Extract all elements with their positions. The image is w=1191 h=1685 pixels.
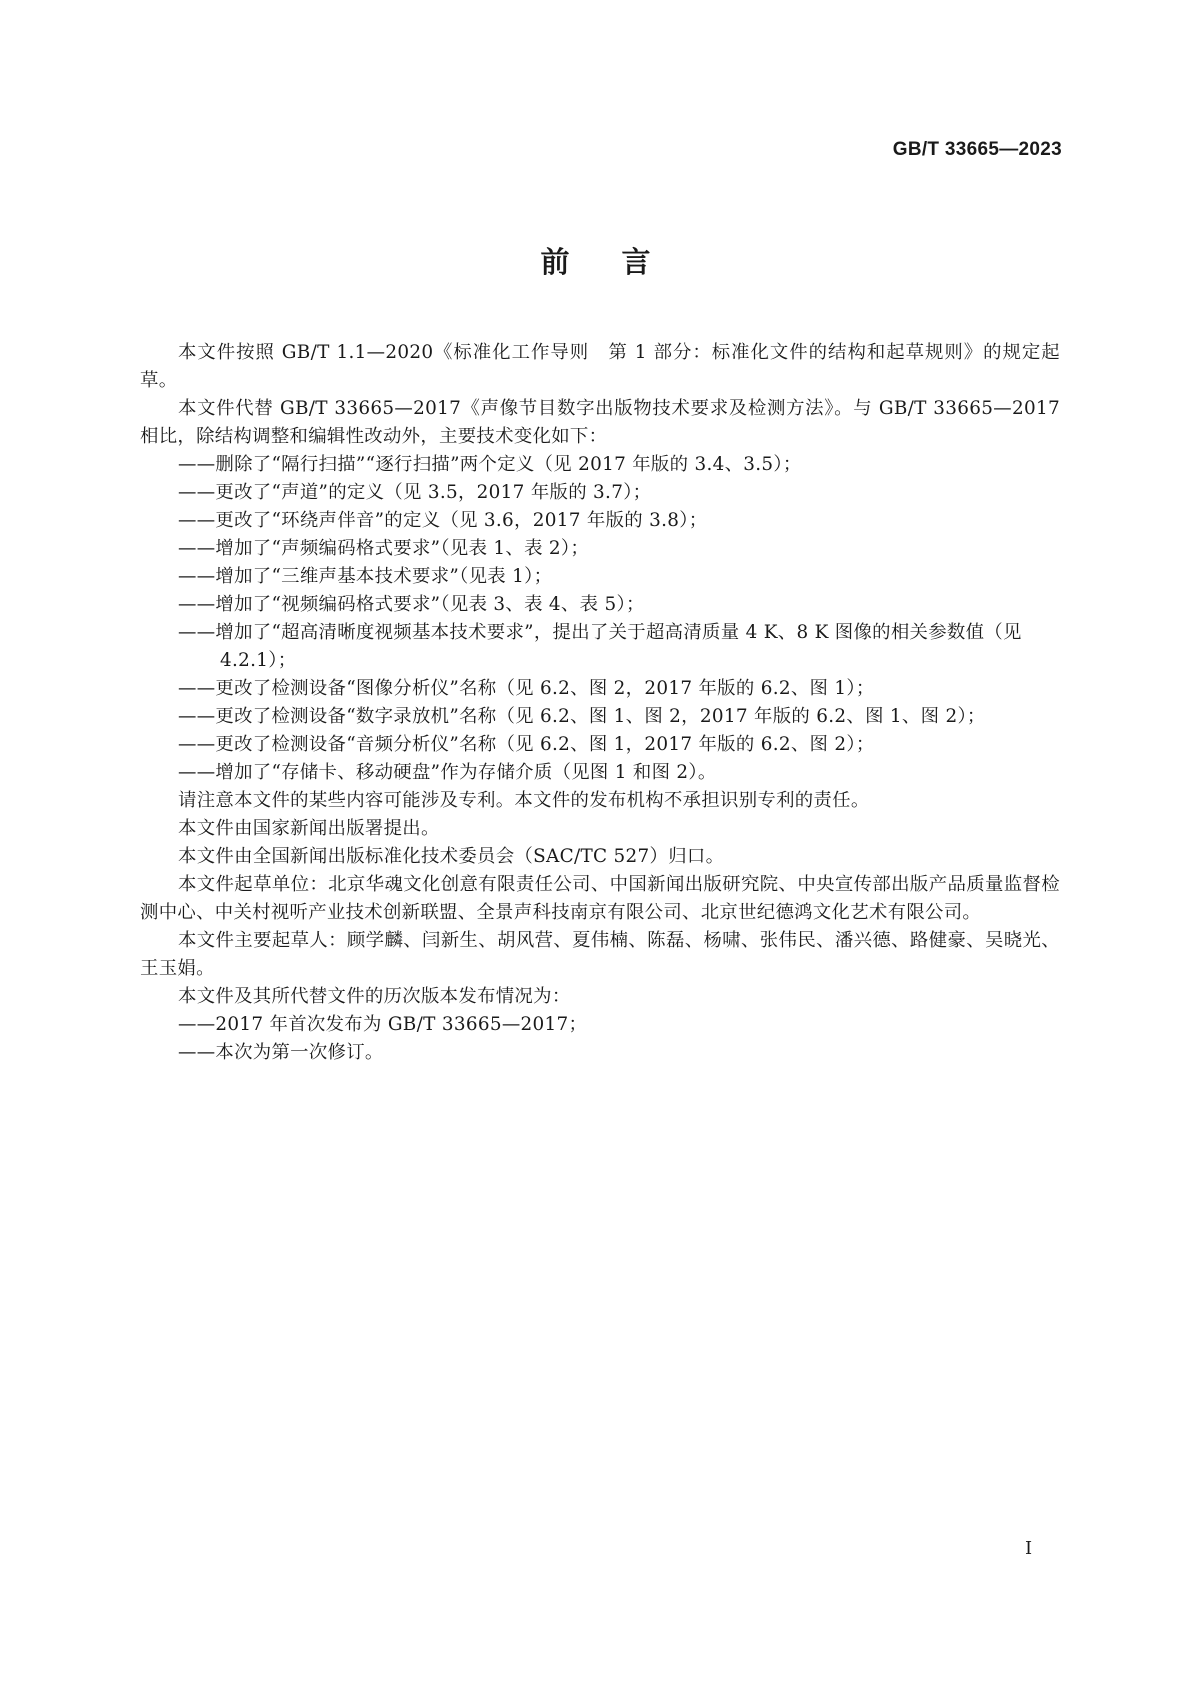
- paragraph-patent-notice: 请注意本文件的某些内容可能涉及专利。本文件的发布机构不承担识别专利的责任。: [178, 790, 870, 811]
- paragraph-technical-committee: 本文件由全国新闻出版标准化技术委员会（SAC/TC 527）归口。: [178, 846, 725, 867]
- foreword-body: [140, 339, 1060, 1067]
- paragraph-proposer: 本文件由国家新闻出版署提出。: [178, 818, 440, 839]
- paragraph-drafters: 本文件主要起草人：顾学麟、闫新生、胡风营、夏伟楠、陈磊、杨啸、张伟民、潘兴德、路健豪、吴晓光、王玉娟。: [140, 930, 1060, 979]
- page-title: 前言: [540, 245, 703, 279]
- paragraph-drafting-organizations: 本文件起草单位：北京华魂文化创意有限责任公司、中国新闻出版研究院、中央宣传部出版产品质量监督检测中心、中关村视听产业技术创新联盟、全景声科技南京有限公司、北京世纪德鸿文化艺术有限公司。: [140, 874, 1060, 923]
- history-item: ——本次为第一次修订。: [178, 1042, 384, 1063]
- page-number: I: [1025, 1538, 1033, 1559]
- change-item: ——增加了“声频编码格式要求”（见表 1、表 2）；: [178, 538, 590, 559]
- change-item: ——增加了“视频编码格式要求”（见表 3、表 4、表 5）；: [178, 594, 645, 615]
- change-item: ——增加了“存储卡、移动硬盘”作为存储介质（见图 1 和图 2）。: [178, 762, 717, 783]
- standard-code: GB/T 33665—2023: [892, 139, 1062, 160]
- history-item: ——2017 年首次发布为 GB/T 33665—2017；: [178, 1014, 588, 1035]
- change-item: ——更改了“环绕声伴音”的定义（见 3.6，2017 年版的 3.8）；: [178, 510, 708, 531]
- change-item: ——更改了检测设备“图像分析仪”名称（见 6.2、图 2，2017 年版的 6.2、图 1）；: [178, 678, 875, 699]
- change-item: ——更改了检测设备“数字录放机”名称（见 6.2、图 1、图 2，2017 年版的 6.2、图 1、图 2）；: [178, 706, 986, 727]
- change-item: ——删除了“隔行扫描”“逐行扫描”两个定义（见 2017 年版的 3.4、3.5）；: [178, 454, 802, 475]
- change-item: ——增加了“三维声基本技术要求”（见表 1）；: [178, 566, 553, 587]
- change-item: ——更改了“声道”的定义（见 3.5，2017 年版的 3.7）；: [178, 482, 652, 503]
- paragraph-version-history: 本文件及其所代替文件的历次版本发布情况为：: [178, 986, 571, 1007]
- change-item: ——更改了检测设备“音频分析仪”名称（见 6.2、图 1，2017 年版的 6.2、图 2）；: [178, 734, 875, 755]
- paragraph-drafting-rules: 本文件按照 GB/T 1.1—2020《标准化工作导则 第 1 部分：标准化文件的结构和起草规则》的规定起草。: [140, 342, 1060, 391]
- change-item: ——增加了“超高清晰度视频基本技术要求”，提出了关于超高清质量 4 K、8 K 图像的相关参数值（见 4.2.1）；: [178, 622, 1022, 671]
- paragraph-replacement: 本文件代替 GB/T 33665—2017《声像节目数字出版物技术要求及检测方法》。与 GB/T 33665—2017 相比，除结构调整和编辑性改动外，主要技术变化如下：: [140, 398, 1060, 447]
